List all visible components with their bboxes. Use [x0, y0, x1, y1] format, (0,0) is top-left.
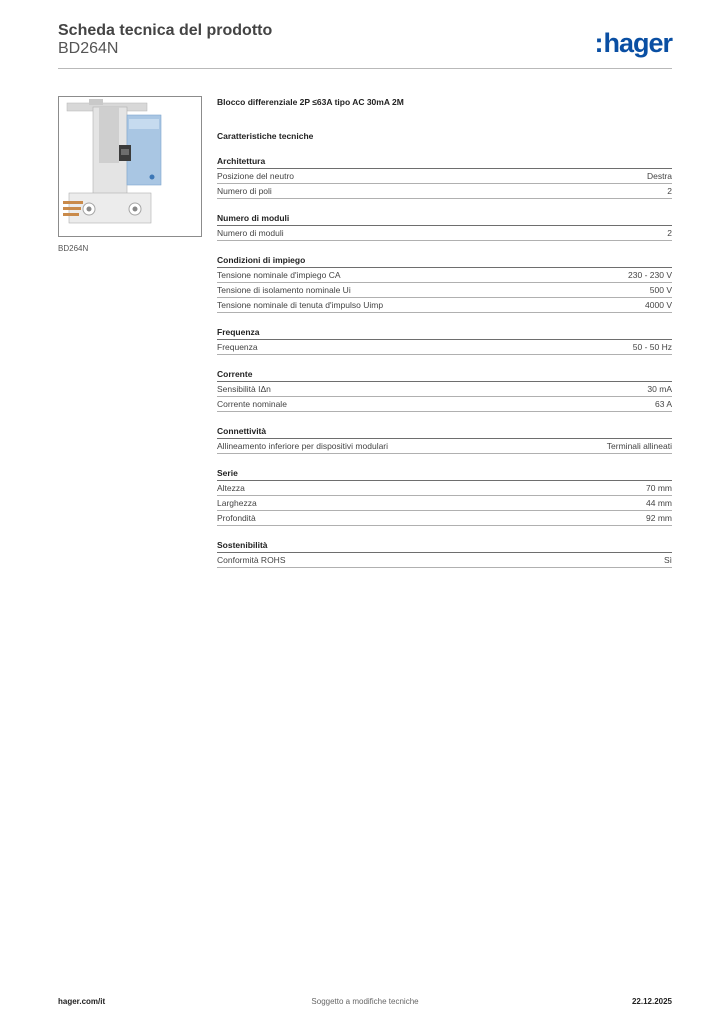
- section-title: Serie: [217, 468, 672, 481]
- spec-value: 70 mm: [646, 483, 672, 493]
- spec-value: 63 A: [654, 399, 672, 409]
- spec-row: [217, 439, 672, 454]
- spec-label: Tensione nominale di tenuta d'impulso Uimp: [217, 300, 384, 310]
- spec-row: [217, 511, 672, 526]
- spec-label: Numero di poli: [217, 186, 272, 196]
- header-divider: [58, 68, 672, 69]
- spec-section: [217, 213, 672, 241]
- image-caption: BD264N: [58, 244, 89, 253]
- spec-label: Corrente nominale: [217, 399, 287, 409]
- spec-value: 2: [667, 186, 672, 196]
- spec-label: Sensibilità IΔn: [217, 384, 271, 394]
- spec-row: [217, 496, 672, 511]
- page-header: [58, 20, 672, 70]
- spec-value: 4000 V: [645, 300, 672, 310]
- spec-section: [217, 255, 672, 313]
- logo-text: hager: [603, 28, 672, 58]
- spec-row: [217, 553, 672, 568]
- spec-label: Larghezza: [217, 498, 257, 508]
- spec-value: 230 - 230 V: [628, 270, 672, 280]
- spec-value: 2: [667, 228, 672, 238]
- spec-label: Altezza: [217, 483, 245, 493]
- page-title: Scheda tecnica del prodotto: [58, 22, 273, 39]
- section-title: Connettività: [217, 426, 672, 439]
- hager-logo: :hager: [594, 28, 672, 58]
- spec-value: Terminali allineati: [606, 441, 672, 451]
- section-title: Architettura: [217, 156, 672, 169]
- footer-website: hager.com/it: [58, 997, 106, 1006]
- spec-label: Posizione del neutro: [217, 171, 295, 181]
- page-footer: [58, 997, 672, 1011]
- spec-value: 44 mm: [646, 498, 672, 508]
- product-illustration: [59, 97, 201, 236]
- spec-label: Allineamento inferiore per dispositivi modulari: [217, 441, 389, 451]
- spec-label: Tensione di isolamento nominale Ui: [217, 285, 351, 295]
- spec-section: [217, 426, 672, 454]
- spec-value: 50 - 50 Hz: [632, 342, 672, 352]
- spec-label: Tensione nominale d'impiego CA: [217, 270, 341, 280]
- spec-row: [217, 298, 672, 313]
- spec-row: [217, 283, 672, 298]
- spec-row: [217, 397, 672, 412]
- spec-label: Frequenza: [217, 342, 258, 352]
- spec-row: [217, 481, 672, 496]
- spec-label: Conformità ROHS: [217, 555, 286, 565]
- product-description: Blocco differenziale 2P ≤63A tipo AC 30mA 2M: [217, 97, 404, 107]
- product-code: BD264N: [58, 40, 119, 57]
- spec-row: [217, 184, 672, 199]
- spec-row: [217, 169, 672, 184]
- footer-date: 22.12.2025: [631, 997, 672, 1006]
- characteristics-title: Caratteristiche tecniche: [217, 131, 314, 141]
- section-title: Frequenza: [217, 327, 672, 340]
- section-title: Sostenibilità: [217, 540, 672, 553]
- spec-section: [217, 327, 672, 355]
- spec-section: [217, 540, 672, 568]
- spec-row: [217, 382, 672, 397]
- spec-sections: [217, 156, 672, 568]
- footer-notice: Soggetto a modifiche tecniche: [311, 997, 419, 1006]
- spec-value: Destra: [646, 171, 672, 181]
- spec-value: 30 mA: [647, 384, 672, 394]
- section-title: Corrente: [217, 369, 672, 382]
- spec-value: 500 V: [649, 285, 672, 295]
- spec-row: [217, 226, 672, 241]
- section-title: Condizioni di impiego: [217, 255, 672, 268]
- spec-section: [217, 156, 672, 199]
- spec-value: 92 mm: [646, 513, 672, 523]
- spec-value: Sì: [663, 555, 672, 565]
- spec-section: [217, 468, 672, 526]
- spec-label: Profondità: [217, 513, 256, 523]
- spec-section: [217, 369, 672, 412]
- spec-content: [217, 96, 672, 568]
- product-image: [58, 96, 202, 237]
- spec-row: [217, 268, 672, 283]
- spec-row: [217, 340, 672, 355]
- spec-label: Numero di moduli: [217, 228, 284, 238]
- section-title: Numero di moduli: [217, 213, 672, 226]
